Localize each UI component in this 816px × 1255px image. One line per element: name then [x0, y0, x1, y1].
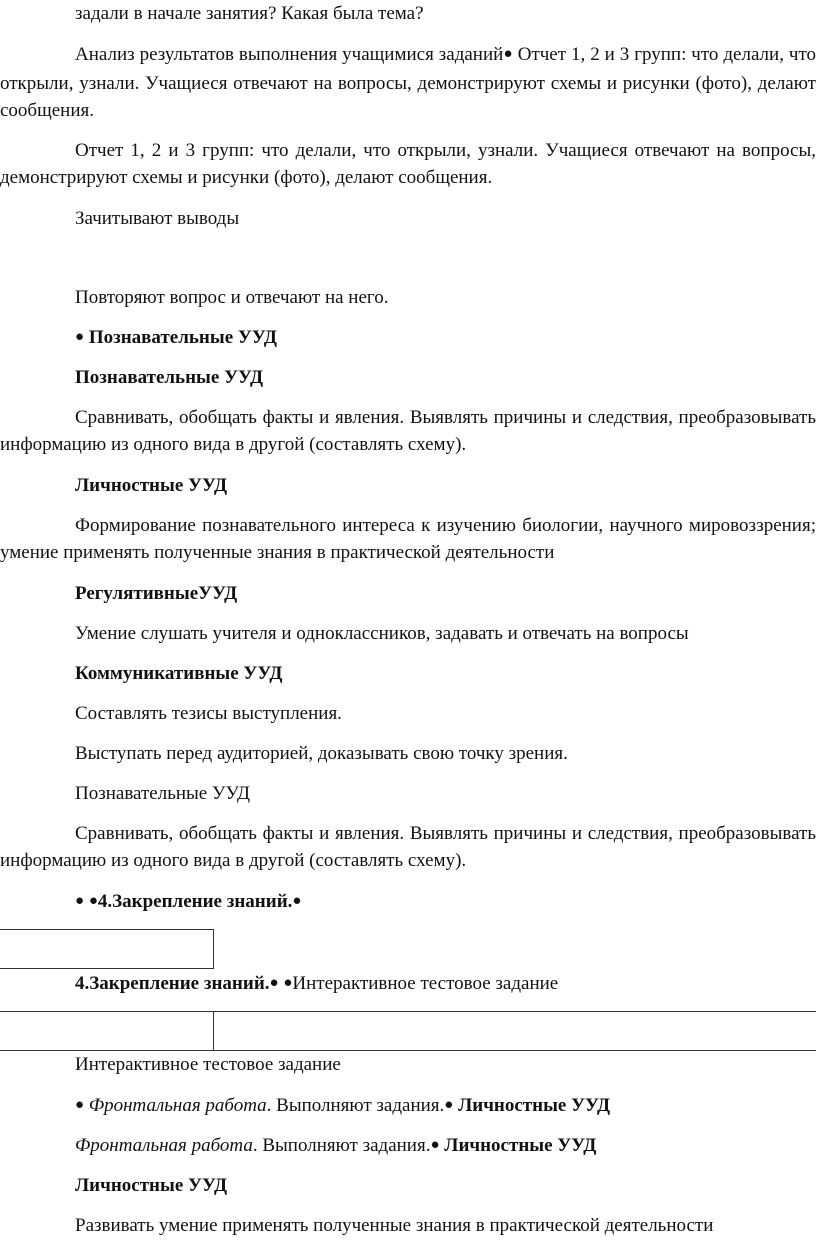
- text-line: Повторяют вопрос и отвечают на него.: [75, 287, 389, 308]
- paragraph-compare-2: [0, 820, 816, 874]
- text-line: Составлять тезисы выступления.: [75, 703, 342, 724]
- paragraph-speak: [75, 740, 568, 767]
- bullet-icon: ●: [430, 1137, 440, 1153]
- text-line: Сравнивать, обобщать факты и явления. Выявлять причины и следствия, преобразовывать информацию из одного вида в другой (составлять схему).: [0, 407, 816, 455]
- paragraph-report: [0, 137, 816, 191]
- text-line: Формирование познавательного интереса к изучению биологии, научного мировоззрения; умение применять полученные знания в практической деятельности: [0, 515, 816, 563]
- text-line: . Выполняют задания.: [266, 1095, 445, 1116]
- text-line: Отчет 1, 2 и 3 групп: что делали, что открыли, узнали. Учащиеся отвечают на вопросы, демонстрируют схемы и рисунки (фото), делают сообщения.: [0, 44, 816, 121]
- heading-consolidation-bulleted: [75, 888, 301, 917]
- paragraph-conclusions: [75, 205, 239, 232]
- text-line: Личностные УУД: [453, 1095, 611, 1116]
- text-line: Интерактивное тестовое задание: [292, 973, 559, 994]
- text-line: Фронтальная работа: [88, 1095, 267, 1116]
- heading-communicative: [75, 660, 282, 687]
- text-line: Сравнивать, обобщать факты и явления. Выявлять причины и следствия, преобразовывать информацию из одного вида в другой (составлять схему).: [0, 823, 816, 871]
- heading-cognitive: [75, 364, 263, 391]
- bullet-icon: ●: [292, 893, 302, 909]
- heading-cognitive-bulleted: [75, 324, 277, 353]
- text-line: Выступать перед аудиторией, доказывать свою точку зрения.: [75, 743, 568, 764]
- bullet-icon: ●: [75, 329, 85, 345]
- table-border-top: [0, 929, 214, 930]
- text-line: задали в начале занятия? Какая была тема?: [75, 3, 424, 24]
- paragraph-formation: [0, 512, 816, 566]
- table-border-bottom: [0, 968, 214, 969]
- heading-text: 4.Закрепление знаний.: [75, 973, 270, 994]
- paragraph-repeat: [75, 284, 388, 311]
- text-line: . Выполняют задания.: [252, 1135, 431, 1156]
- paragraph-frontal: [75, 1132, 596, 1161]
- heading-personal-2: [75, 1172, 227, 1199]
- text-line: Зачитывают выводы: [75, 208, 240, 229]
- paragraph-cognitive-plain: [75, 780, 250, 807]
- text-line: Отчет 1, 2 и 3 групп: что делали, что открыли, узнали. Учащиеся отвечают на вопросы, демонстрируют схемы и рисунки (фото), делают сообщения.: [0, 140, 816, 188]
- text-line: Умение слушать учителя и одноклассников, задавать и отвечать на вопросы: [75, 623, 689, 644]
- bullet-icon: ●: [88, 893, 98, 909]
- paragraph-listen: [75, 620, 689, 647]
- heading-text: Личностные УУД: [75, 475, 228, 496]
- heading-text: Личностные УУД: [75, 1175, 228, 1196]
- table-divider: [213, 1011, 214, 1051]
- heading-text: РегулятивныеУУД: [75, 583, 238, 604]
- paragraph-frontal-bulleted: [75, 1092, 610, 1121]
- bullet-icon: ●: [444, 1097, 454, 1113]
- text-line: Интерактивное тестовое задание: [75, 1054, 341, 1075]
- bullet-icon: ●: [75, 893, 85, 909]
- paragraph-develop: [75, 1212, 713, 1239]
- text-line: Фронтальная работа: [75, 1135, 253, 1156]
- paragraph-question: [75, 0, 424, 27]
- table-border-right: [213, 929, 214, 969]
- heading-text: Познавательные УУД: [88, 327, 277, 348]
- heading-consolidation-task: [75, 970, 558, 999]
- text-line: Личностные УУД: [439, 1135, 597, 1156]
- bullet-icon: ●: [269, 975, 279, 991]
- paragraph-interactive: [75, 1051, 341, 1078]
- bullet-icon: ●: [503, 46, 513, 62]
- bullet-icon: ●: [283, 975, 293, 991]
- heading-text: 4.Закрепление знаний.: [97, 891, 293, 912]
- heading-personal: [75, 472, 227, 499]
- paragraph-analysis: [0, 41, 816, 124]
- heading-text: Коммуникативные УУД: [75, 663, 283, 684]
- bullet-icon: ●: [75, 1097, 85, 1113]
- text-line: Развивать умение применять полученные знания в практической деятельности: [75, 1215, 714, 1236]
- heading-regulatory: [75, 580, 237, 607]
- heading-text: Познавательные УУД: [75, 367, 264, 388]
- paragraph-compare: [0, 404, 816, 458]
- table-border-top: [0, 1011, 816, 1012]
- text-line: Анализ результатов выполнения учащимися заданий: [75, 44, 504, 65]
- paragraph-theses: [75, 700, 342, 727]
- text-line: Познавательные УУД: [75, 783, 250, 804]
